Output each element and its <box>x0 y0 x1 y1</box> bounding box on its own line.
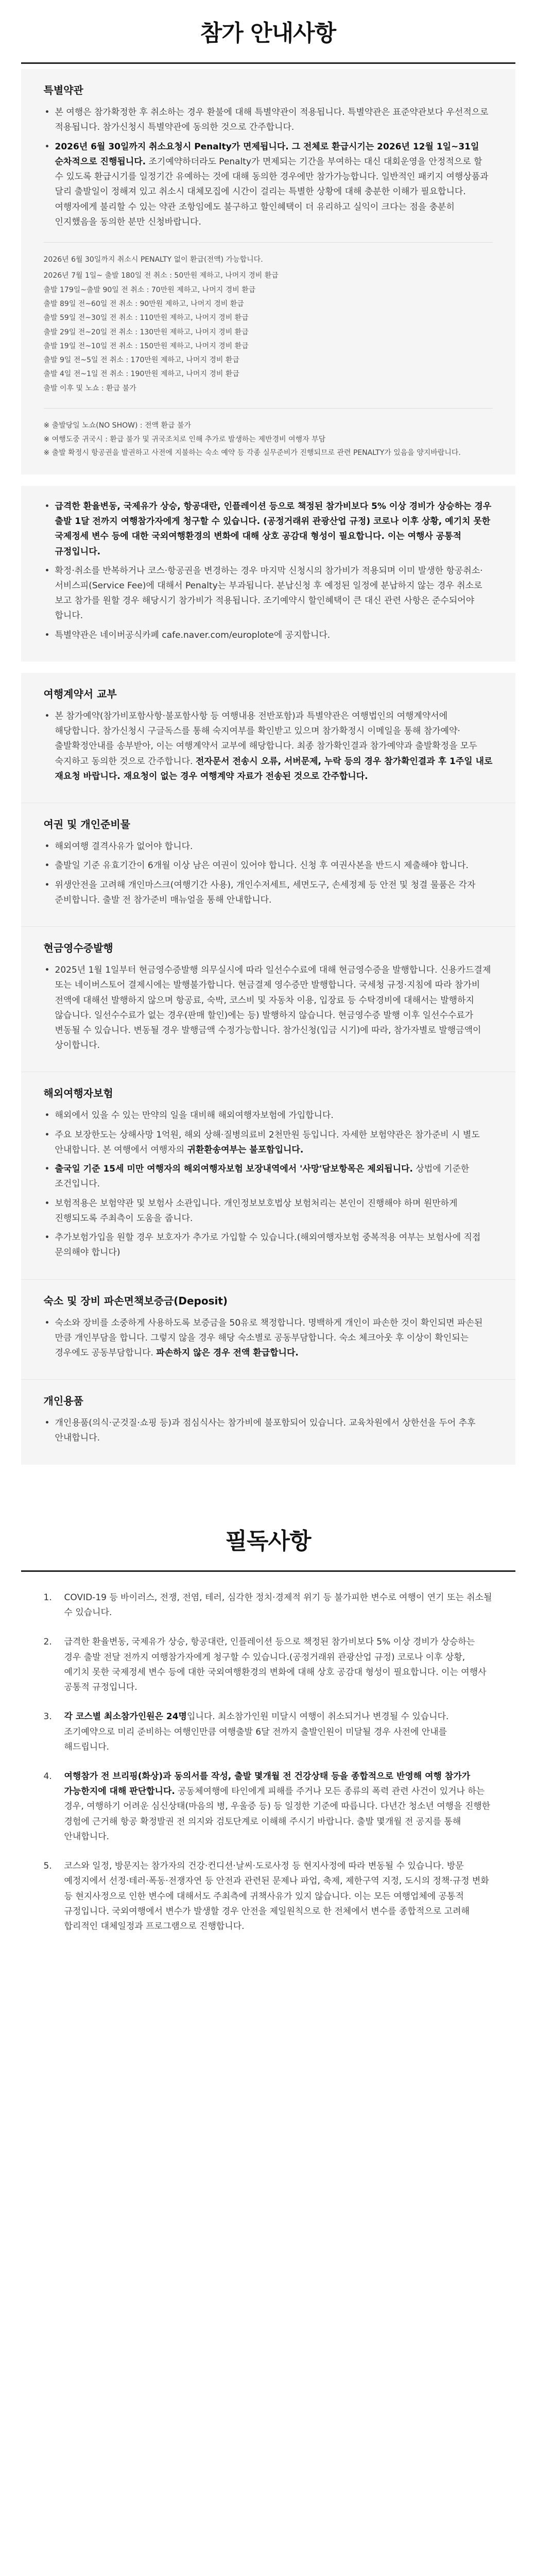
bullet-text: 본 여행은 참가확정한 후 취소하는 경우 환불에 대해 특별약관이 적용됩니다. 특별약관은 표준약관보다 우선적으로 적용됩니다. 참가신청시 특별약관에 동의한 것으로 간주합니다. <box>55 107 489 133</box>
contract-heading: 여행계약서 교부 <box>43 687 117 700</box>
bullet-text: 주요 보장한도는 상해사망 1억원, 해외 상해·질병의료비 2천만원 등입니다. 자세한 보험약관은 참가준비 시 별도 안내합니다. 본 여행에서 여행자의 <box>55 1129 480 1155</box>
insurance-list <box>44 1108 493 1260</box>
bullet-text: 상법에 기준한 조건입니다. <box>55 1164 470 1190</box>
passport-box <box>21 803 515 926</box>
divider <box>44 408 493 409</box>
deposit-heading: 숙소 및 장비 파손면책보증금(Deposit) <box>43 1294 228 1307</box>
list-item <box>44 628 493 643</box>
bullet-bold-text: 출국일 기준 15세 미만 여행자의 해외여행자보험 보장내역에서 '사망'담보항목은 제외됩니다. <box>55 1164 413 1175</box>
list-item <box>44 564 493 624</box>
list-item <box>44 140 493 230</box>
refund-note: ※ 출발 확정시 항공권을 발권하고 사전에 지불하는 숙소 예약 등 각종 실무준비가 진행되므로 관련 PENALTY가 있음을 양지바랍니다. <box>43 449 461 457</box>
refund-schedule-row: 출발 9일 전~5일 전 취소 : 170만원 제하고, 나머지 경비 환급 <box>43 356 239 365</box>
list-item <box>44 1635 493 1695</box>
divider <box>44 242 493 243</box>
policy-box <box>21 486 515 662</box>
list-item <box>44 105 493 135</box>
spacer <box>0 474 536 486</box>
item-number: 3. <box>43 1711 52 1722</box>
list-item <box>44 1128 493 1158</box>
title-rule <box>21 62 515 64</box>
list-item <box>44 1590 493 1620</box>
item-text: 급격한 환율변동, 국제유가 상승, 항공대란, 인플레이션 등으로 책정된 참가비보다 5% 이상 경비가 상승하는 경우 출발 전달 전까지 여행참가자에게 청구할 수 있습니다.(공정거래위 관광산업 규정) 코로나 이후 상황, 예기치 못한 국제정세 변수 등에 대한 국외여행환경의 변화에 대해 상호 공감대 형성이 필요합니다. 이는 여행사 공통적 규정입니다. <box>64 1637 487 1693</box>
list-item <box>44 1196 493 1226</box>
section-header-notice <box>0 0 536 69</box>
section-title-notice: 참가 안내사항 <box>200 20 336 46</box>
title-rule <box>21 1570 515 1572</box>
bullet-text: 확정·취소를 반복하거나 코스·항공권을 변경하는 경우 마지막 신청시의 참가비가 적용되며 이미 발생한 항공취소·서비스피(Service Fee)에 대해서 Penalty는 부과됩니다. 분납신청 후 예정된 일정에 분납하지 않는 경우 취소로 보고 참가를 원할 경우 해당시기 참가비가 적용됩니다. 조기예약시 할인혜택이 큰 대신 관련 사항은 준수되어야 합니다. <box>55 565 483 621</box>
passport-heading: 여권 및 개인준비물 <box>43 818 130 831</box>
refund-schedule-row: 출발 59일 전~30일 전 취소 : 110만원 제하고, 나머지 경비 환급 <box>43 314 249 323</box>
item-bold-text: 각 코스별 최소참가인원은 24명 <box>64 1711 187 1722</box>
passport-list <box>44 839 493 908</box>
special-terms-heading: 특별약관 <box>43 84 83 97</box>
contract-list <box>44 709 493 784</box>
bullet-text: 해외에서 있을 수 있는 만약의 일을 대비해 해외여행자보험에 가입합니다. <box>55 1110 334 1121</box>
special-terms-box <box>21 69 515 474</box>
list-item <box>44 1230 493 1260</box>
list-item <box>44 1859 493 1934</box>
personal-box <box>21 1379 515 1464</box>
list-item <box>44 499 493 560</box>
insurance-box <box>21 1072 515 1279</box>
bullet-bold-text: 2026년 6월 30일까지 취소요청시 Penalty가 면제됩니다. 그 전체로 환급시기는 2026년 12월 1일~31일 순차적으로 진행됩니다. <box>55 141 479 167</box>
personal-heading: 개인용품 <box>43 1395 83 1408</box>
list-item: • 위생안전을 고려해 개인마스크(여행기간 사용), 개인수저세트, 세면도구, 손세정제 등 안전 및 청결 물품은 각자 준비합니다. 출발 전 참가준비 매뉴얼을 통해 안내합니다. <box>44 878 493 908</box>
special-terms-list <box>44 105 493 230</box>
policy-list <box>44 499 493 643</box>
insurance-heading: 해외여행자보험 <box>43 1087 113 1100</box>
bullet-text: 추가보험가입을 원할 경우 보호자가 추가로 가입할 수 있습니다.(해외여행자보험 중복적용 여부는 보험사에 직접 문의해야 합니다) <box>55 1232 481 1258</box>
bullet-text: 보험적용은 보험약관 및 보험사 소관입니다. 개인정보보호법상 보험처리는 본인이 진행해야 하며 원만하게 진행되도록 주최측이 도움을 줍니다. <box>55 1198 458 1224</box>
refund-notes <box>44 419 493 460</box>
item-number: 1. <box>43 1592 52 1603</box>
bullet-text: 특별약관은 네이버공식카페 cafe.naver.com/europlote에 공지합니다. <box>55 630 331 640</box>
item-text: 코스와 일정, 방문지는 참가자의 건강·컨디션·날씨·도로사정 등 현지사정에 따라 변동될 수 있습니다. 방문 예정지에서 선정·테러·폭동·전쟁자연 등 안전과 관련된 문제나 파업, 축제, 제한구역 지정, 도시의 정책·규정 변화 등 현지사정으로 인한 변수에 대해서도 주최측에 귀책사유가 있지 않습니다. 이는 모든 여행업체에 공통적 규정입니다. 국외여행에서 변수가 발생할 경우 안전을 제일원칙으로 한 전체에서 변수를 종합적으로 고려해 합리적인 대체일정과 프로그램으로 진행합니다. <box>64 1861 489 1932</box>
list-item: • 2025년 1월 1일부터 현금영수증발행 의무실시에 따라 일선수수료에 대해 현금영수증을 발행합니다. 신용카드결제 또는 네이버스토어 결제시에는 발행불가합니다. 현금결제 영수증만 발행합니다. 국세청 규정·지침에 따라 참가비 전액에 대해선 발행하지 않으며 항공료, 숙박, 코스비 및 자동차 이용, 입장료 등 수탁경비에 대해서는 발행하지 않습니다. 일선수수료가 없는 경우(판매 할인)에는 등) 발행하지 않습니다. 현금영수증 발행 이후 일선수수료가 변동될 수 있습니다. 변동될 경우 발행금액 수정가능합니다. 참가신청(입금 시기)에 따라, 참가자별로 발행금액이 상이합니다. <box>44 963 493 1053</box>
list-item <box>44 1316 493 1361</box>
bullet-bold-text: 귀환환송여부는 불포함입니다. <box>187 1144 304 1155</box>
bullet-bold-text: 파손하지 않은 경우 전액 환급합니다. <box>156 1348 299 1359</box>
receipt-list <box>44 963 493 1053</box>
list-item <box>44 709 493 784</box>
mustread-list <box>21 1590 515 1934</box>
contract-box <box>21 673 515 803</box>
item-number: 5. <box>43 1861 52 1872</box>
receipt-heading: 현금영수증발행 <box>43 942 113 955</box>
refund-schedule <box>44 253 493 396</box>
deposit-box <box>21 1279 515 1380</box>
bullet-text: 본 참가예약(참가비포함사항·불포함사항 등 여행내용 전반포함)과 특별약관은 여행법인의 여행계약서에 해당합니다. 참가신청시 구글독스를 통해 숙지여부를 확인받고 있으며 참가확정시 이메일을 통해 참가예약·출발확정안내를 송부받아, 이는 여행계약서 교부에 해당합니다. 최종 참가확인결과 참가예약과 출발확정을 모두 숙지하고 동의한 것으로 간주합니다. <box>55 710 477 767</box>
refund-schedule-row: 출발 이후 및 노쇼 : 환급 불가 <box>43 384 136 393</box>
list-item <box>44 1108 493 1123</box>
section-header-mustread <box>0 1465 536 1577</box>
item-number: 4. <box>43 1771 52 1782</box>
list-item <box>44 1769 493 1844</box>
item-text: 입니다. 최소참가인원 미달시 여행이 취소되거나 변경될 수 있습니다. 조기예약으로 미리 준비하는 여행인만큼 여행출발 6달 전까지 출발인원이 미달될 경우 사전에 안내를 해드립니다. <box>64 1711 449 1752</box>
spacer <box>0 662 536 673</box>
bullet-bold-text: 전자문서 전송시 오류, 서버문제, 누락 등의 경우 참가확인결과 후 1주일 내로 재요청 바랍니다. 재요청이 없는 경우 여행계약 자료가 전송된 것으로 간주합니다. <box>55 756 493 782</box>
refund-note: ※ 여행도중 귀국시 : 환급 불가 및 귀국조치로 인해 추가로 발생하는 제반경비 여행자 부담 <box>43 435 326 444</box>
refund-note: ※ 출발당일 노쇼(NO SHOW) : 전액 환급 불가 <box>43 421 192 430</box>
bullet-text: 숙소와 장비를 소중하게 사용하도록 보증금을 50유로 책정합니다. 명백하게 개인이 파손한 것이 확인되면 파손된 만큼 개인부담을 합니다. 그렇지 않을 경우 해당 숙소별로 공동부담합니다. 숙소 체크아웃 후 이상이 확인되는 경우에도 공동부담합니다. <box>55 1317 483 1359</box>
list-item <box>44 1162 493 1192</box>
refund-schedule-row: 2026년 7월 1일~ 출발 180일 전 취소 : 50만원 제하고, 나머지 경비 환급 <box>43 272 279 280</box>
item-text: 공동체여행에 타인에게 피해를 주거나 모든 종류의 폭력 관련 사건이 있거나 하는 경우, 여행하기 어려운 심신상태(마음의 병, 우울증 등) 등 일정한 기준에 따릅니다. 다년간 청소년 여행을 진행한 경험에 근거해 항공 확정발권 전 의지와 검토단계로 이해해 주시기 바랍니다. 출발 몇개월 전 공지를 통해 안내합니다. <box>64 1786 491 1842</box>
list-item: • 출발일 기준 유효기간이 6개월 이상 남은 여권이 있어야 합니다. 신청 후 여권사본을 반드시 제출해야 합니다. <box>44 858 493 873</box>
item-number: 2. <box>43 1637 52 1648</box>
section-title-mustread: 필독사항 <box>225 1528 311 1554</box>
item-bold-text: 여행참가 전 브리핑(화상)과 동의서를 작성, 출발 몇개월 전 건강상태 등을 종합적으로 반영해 여행 참가가 가능한지에 대해 판단합니다. <box>64 1771 471 1797</box>
bullet-bold-text: 급격한 환율변동, 국제유가 상승, 항공대란, 인플레이션 등으로 책정된 참가비보다 5% 이상 경비가 상승하는 경우 출발 1달 전까지 여행참가자에게 청구할 수 있습니다. (공정거래위 관광산업 규정) 코로나 이후 상황, 예기치 못한 국제정세 변수 등에 대한 국외여행환경의 변화에 대해 상호 공감대 형성이 필요합니다. 이는 여행사 공통적 규정입니다. <box>55 501 492 557</box>
item-text: COVID-19 등 바이러스, 전쟁, 전염, 테러, 심각한 정치·경제적 위기 등 불가피한 변수로 여행이 연기 또는 취소될 수 있습니다. <box>64 1592 492 1618</box>
personal-list <box>44 1416 493 1446</box>
bullet-text: 조기예약하더라도 Penalty가 면제되는 기간을 부여하는 대신 대회운영을 안정적으로 할 수 있도록 환급시기를 일정기간 유예하는 것에 대해 동의한 경우에만 참가가능합니다. 일반적인 패키지 여행상품과 달리 출발일이 정해져 있고 취소시 대체모집에 시간이 걸리는 특별한 상황에 대해 충분한 이해가 필요합니다. 여행자에게 불리할 수 있는 약관 조항임에도 불구하고 할인혜택이 더 유리하고 실익이 크다는 점을 충분히 인지했음을 동의한 분만 신청바랍니다. <box>55 156 489 227</box>
refund-schedule-row: 출발 179일~출발 90일 전 취소 : 70만원 제하고, 나머지 경비 환급 <box>43 285 256 294</box>
list-item: • 개인용품(의식·군것질·쇼핑 등)과 점심식사는 참가비에 불포함되어 있습니다. 교육차원에서 상한선을 두어 추후 안내합니다. <box>44 1416 493 1446</box>
receipt-box <box>21 926 515 1072</box>
list-item <box>44 1709 493 1755</box>
deposit-list <box>44 1316 493 1361</box>
refund-schedule-row: 출발 89일 전~60일 전 취소 : 90만원 제하고, 나머지 경비 환급 <box>43 299 244 308</box>
refund-schedule-row: 출발 29일 전~20일 전 취소 : 130만원 제하고, 나머지 경비 환급 <box>43 328 249 336</box>
refund-schedule-row: 출발 19일 전~10일 전 취소 : 150만원 제하고, 나머지 경비 환급 <box>43 342 249 350</box>
refund-schedule-row: 출발 4일 전~1일 전 취소 : 190만원 제하고, 나머지 경비 환급 <box>43 370 239 379</box>
refund-schedule-intro: 2026년 6월 30일까지 취소시 PENALTY 없이 환급(전액) 가능합니다. <box>43 256 263 264</box>
list-item: • 해외여행 결격사유가 없어야 합니다. <box>44 839 493 854</box>
